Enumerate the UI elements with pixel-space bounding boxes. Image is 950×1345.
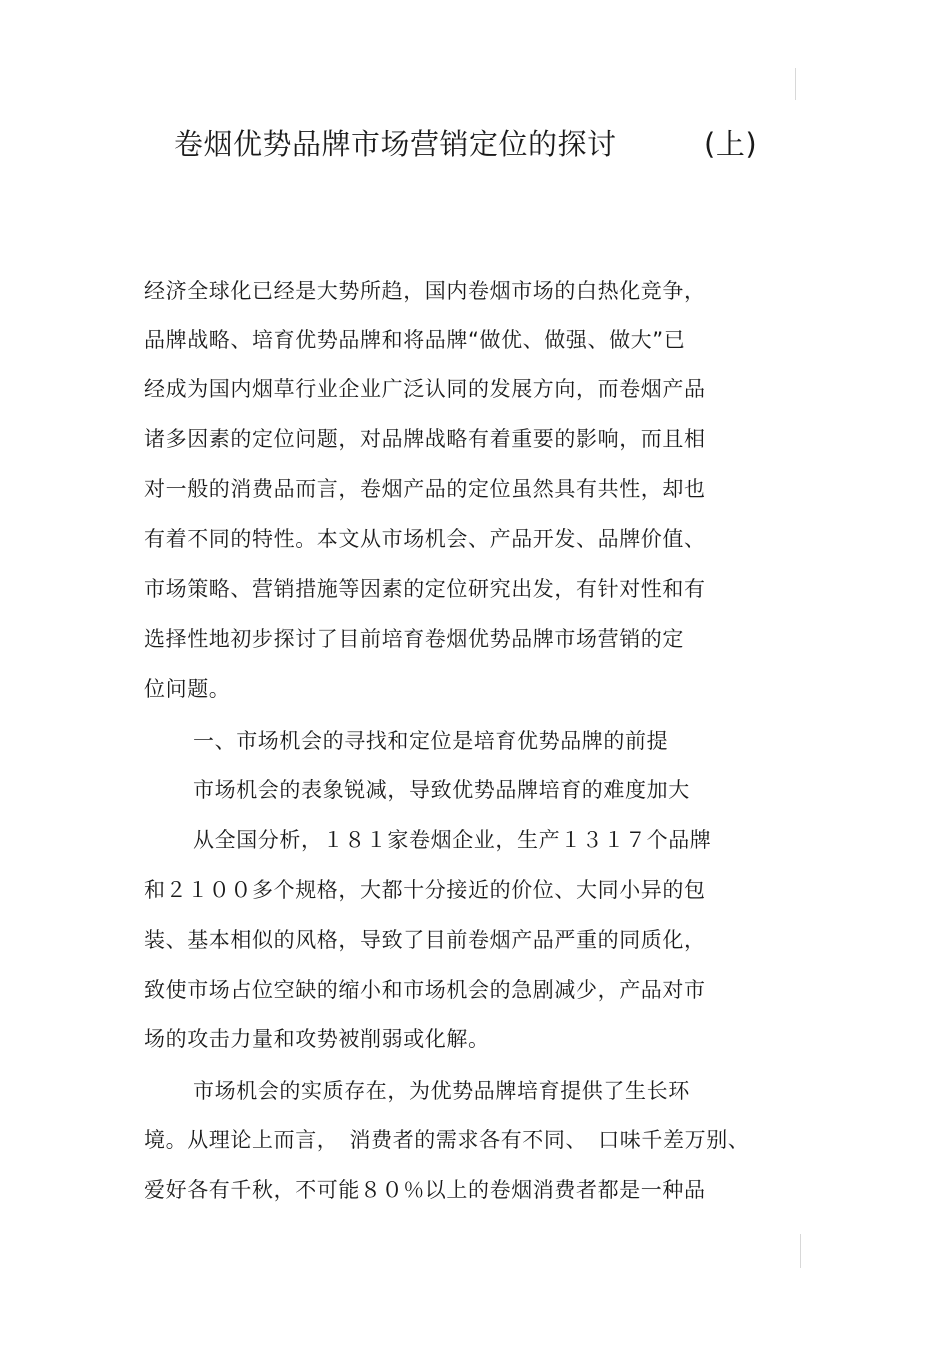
title-suffix: (上) [704, 127, 758, 161]
body-line: 市场策略、营销措施等因素的定位研究出发，有针对性和有 [144, 577, 706, 601]
document-title [174, 124, 758, 164]
section-heading: 一、市场机会的寻找和定位是培育优势品牌的前提 [193, 729, 669, 753]
body-line: 场的攻击力量和攻势被削弱或化解。 [144, 1027, 490, 1051]
body-line: 境。从理论上而言， 消费者的需求各有不同、 口味千差万别、 [144, 1128, 750, 1152]
body-line: 位问题。 [144, 677, 231, 701]
body-line: 有着不同的特性。本文从市场机会、产品开发、品牌价值、 [144, 527, 706, 551]
title-text: 卷烟优势品牌市场营销定位的探讨 [174, 127, 617, 161]
subsection-heading: 市场机会的表象锐减，导致优势品牌培育的难度加大 [193, 778, 690, 802]
body-line: 对一般的消费品而言，卷烟产品的定位虽然具有共性，却也 [144, 477, 706, 501]
body-line: 和２１００多个规格，大都十分接近的价位、大同小异的包 [144, 878, 706, 902]
body-line: 品牌战略、培育优势品牌和将品牌“做优、做强、做大”已 [144, 328, 686, 352]
body-line: 装、基本相似的风格，导致了目前卷烟产品严重的同质化， [144, 928, 706, 952]
margin-mark-bottom [800, 1234, 801, 1268]
body-line: 选择性地初步探讨了目前培育卷烟优势品牌市场营销的定 [144, 627, 684, 651]
body-line: 经成为国内烟草行业企业广泛认同的发展方向，而卷烟产品 [144, 377, 706, 401]
body-line: 诸多因素的定位问题，对品牌战略有着重要的影响，而且相 [144, 427, 706, 451]
margin-mark-top [795, 68, 796, 100]
body-line: 从全国分析，１８１家卷烟企业，生产１３１７个品牌 [193, 828, 712, 852]
body-line: 经济全球化已经是大势所趋，国内卷烟市场的白热化竞争， [144, 279, 706, 303]
body-line: 致使市场占位空缺的缩小和市场机会的急剧减少，产品对市 [144, 978, 706, 1002]
body-line: 市场机会的实质存在，为优势品牌培育提供了生长环 [193, 1079, 690, 1103]
body-line: 爱好各有千秋，不可能８０％以上的卷烟消费者都是一种品 [144, 1178, 706, 1202]
